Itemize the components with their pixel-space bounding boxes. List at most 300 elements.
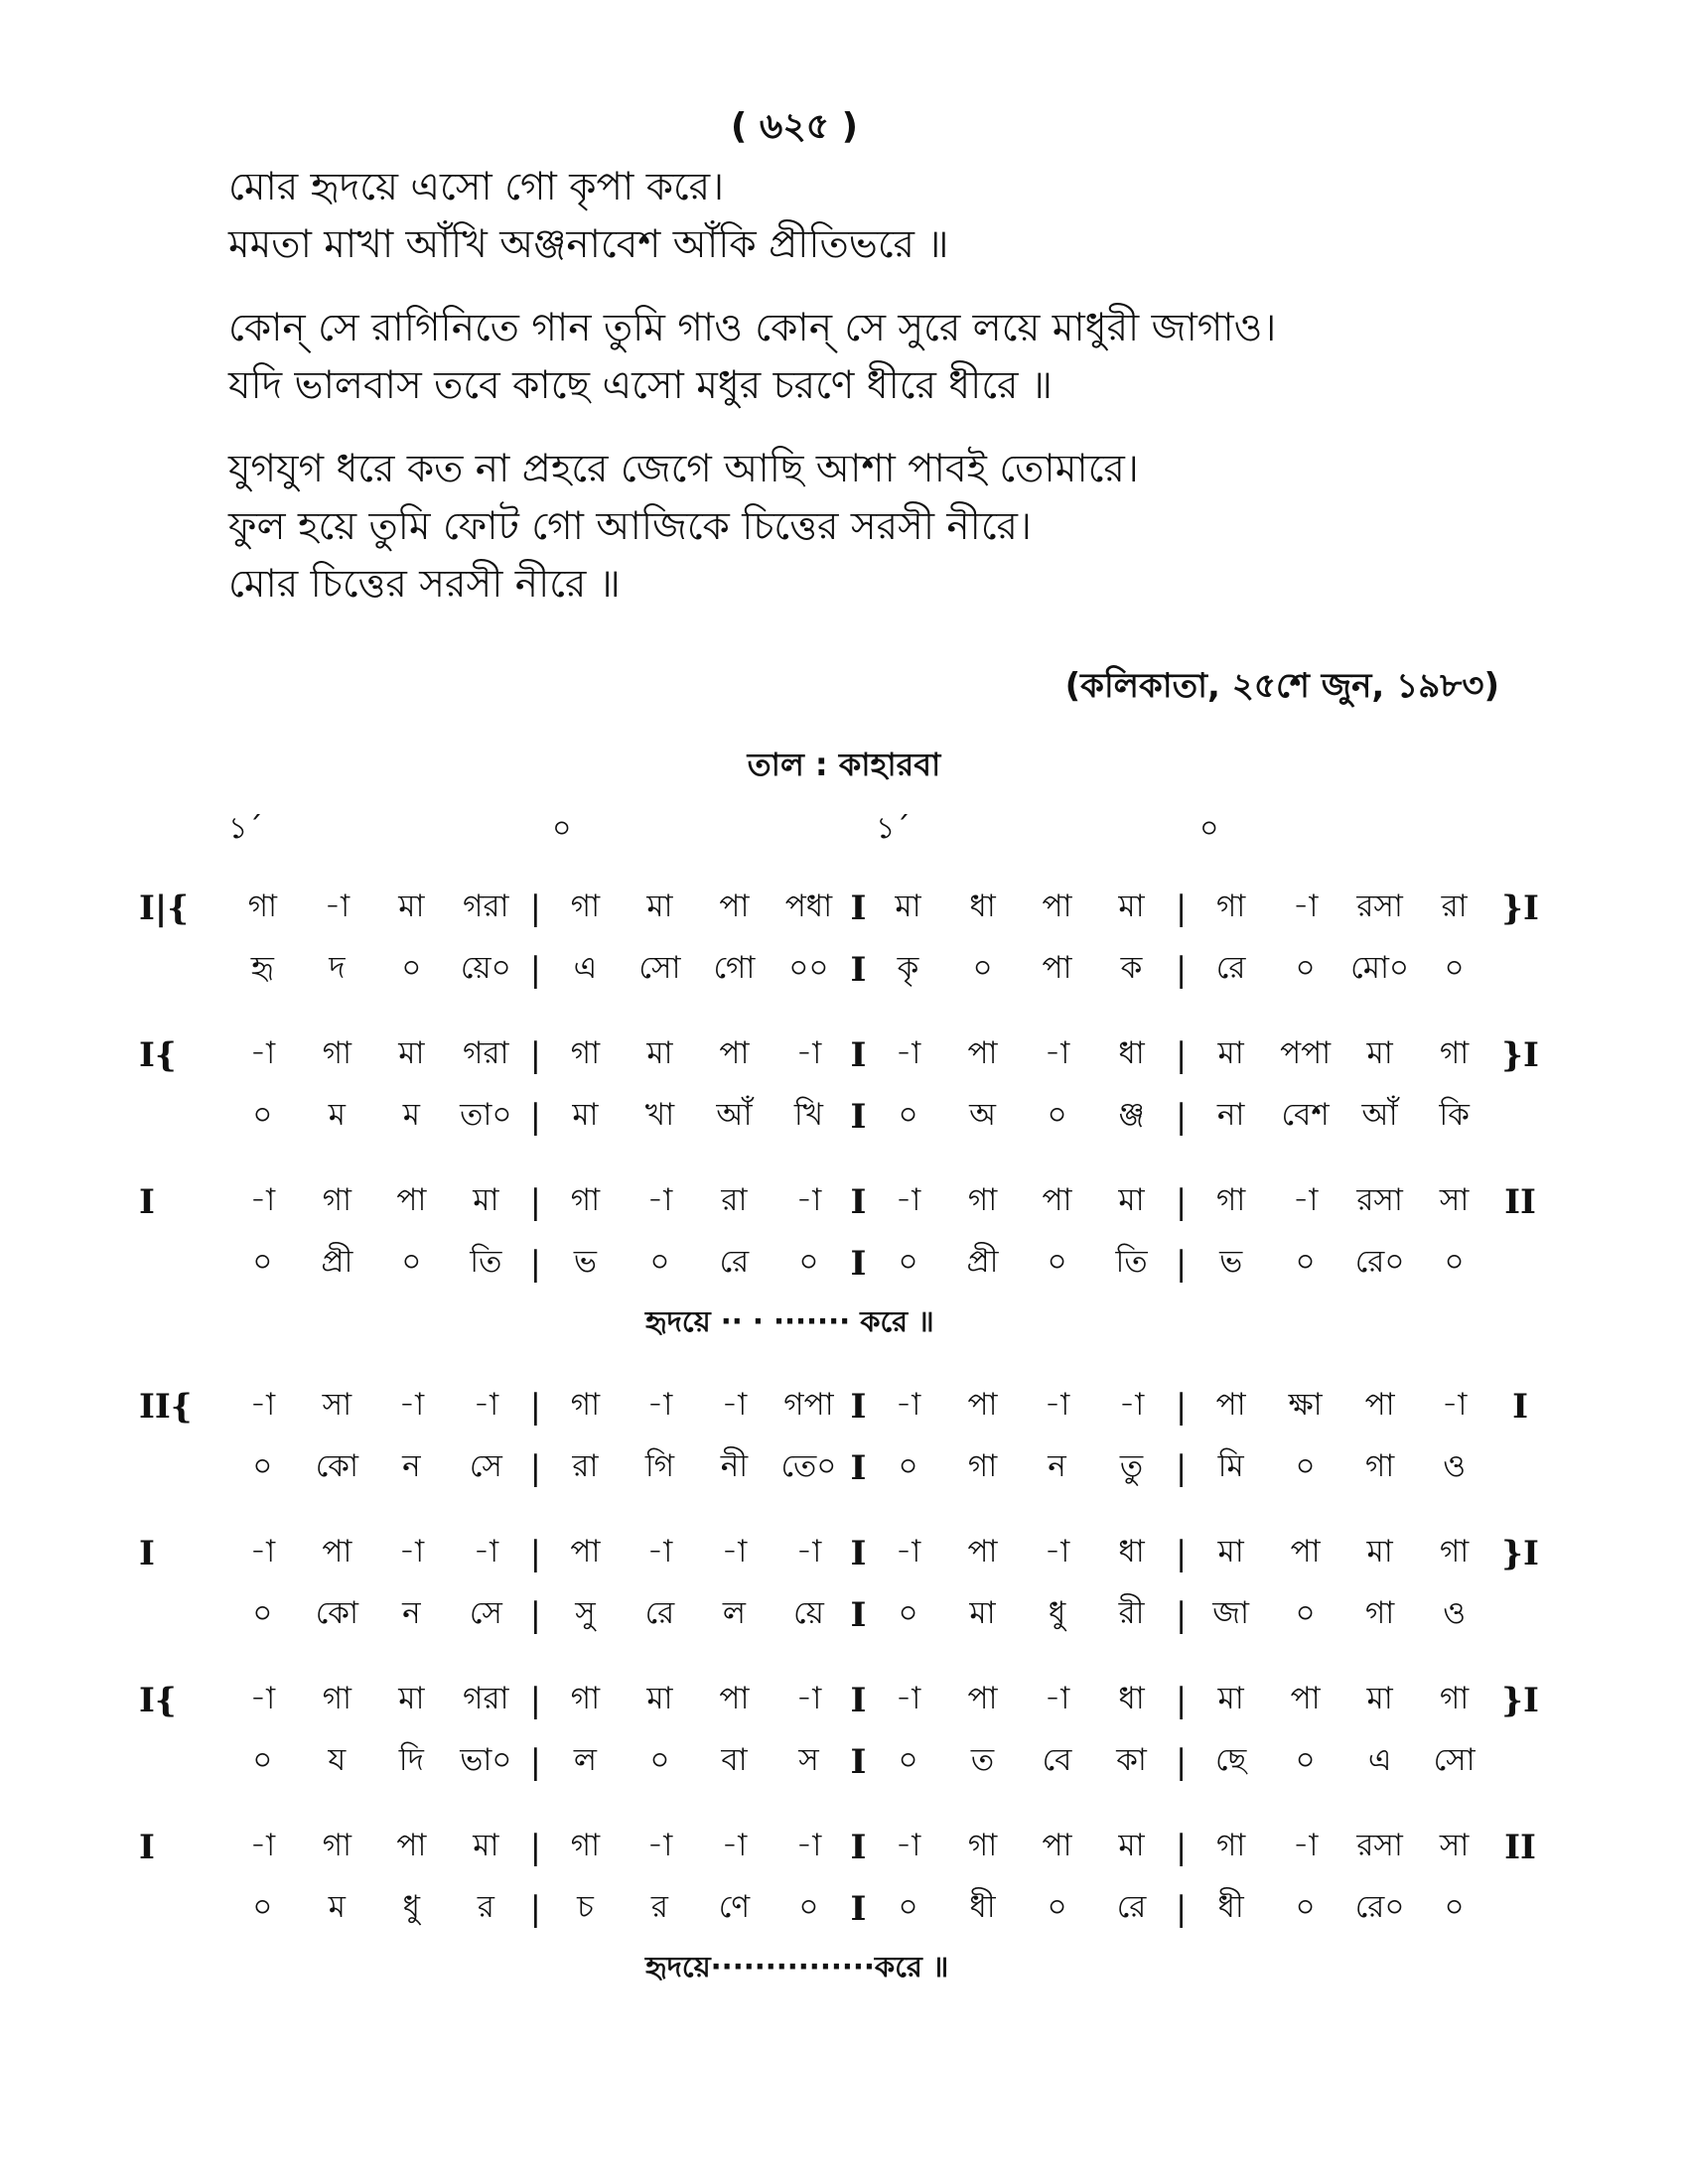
note: -া [895,1182,921,1218]
measure [548,1176,846,1228]
measure [225,1675,523,1726]
note: -া [646,1828,673,1863]
bar-start-sign: I [139,1534,155,1573]
syllable: ০ [252,1595,273,1631]
bar-separator: I [850,1448,867,1488]
syllable: ভা০ [460,1742,512,1778]
syllable: ০ [401,950,422,986]
bar-separator: | [529,1448,542,1488]
note: মা [1366,1534,1393,1570]
note: -া [721,1387,748,1423]
syllable-row [139,1731,1549,1793]
lyric-line: যদি ভালবাস তবে কাছে এসো মধুর চরণে ধীরে ধীরে ॥ [228,363,1053,408]
syllable: ০ [798,1244,819,1280]
note: মা [1366,1681,1393,1716]
bar-end-sign: }I [1501,1681,1539,1720]
syllable: অ [969,1097,996,1133]
note: পা [1290,1534,1321,1570]
note: গা [967,1828,998,1863]
note: -া [646,1182,673,1218]
note: গরা [463,888,509,924]
measure [1194,1883,1491,1935]
note: -া [646,1534,673,1570]
syllable: সু [575,1595,596,1631]
note: -া [795,1035,822,1071]
measure [1194,883,1491,934]
measure [871,1091,1169,1143]
note: মা [398,1035,425,1071]
note: মা [398,888,425,924]
note: -া [1044,1035,1070,1071]
note: ধা [1118,1534,1145,1570]
bar-separator: | [529,1889,542,1929]
note: গা [1215,888,1246,924]
note: গা [570,1035,601,1071]
syllable: গা [967,1448,998,1484]
note: -া [398,1387,425,1423]
note: সা [1439,1828,1470,1863]
syllable: ল [722,1595,746,1631]
bar-separator: I [850,1387,867,1427]
measure [1194,1822,1491,1873]
note: -া [249,1681,276,1716]
syllable: ০ [1444,1889,1465,1925]
note: ধা [1118,1035,1145,1071]
syllable: প্রী [321,1244,353,1280]
note: মা [1217,1035,1244,1071]
note: গরা [463,1681,509,1716]
syllable-row [139,1086,1549,1148]
syllable: ঞ্জ [1118,1097,1145,1133]
syllable: তি [470,1244,502,1280]
note: -া [1292,1182,1319,1218]
syllable: কা [1116,1742,1147,1778]
measure [548,1442,846,1494]
measure [871,1442,1169,1494]
syllable: রী [1118,1595,1145,1631]
syllable: ০ [1444,950,1465,986]
measure [225,1029,523,1081]
syllable: প্রী [966,1244,999,1280]
syllable: ০ [252,1742,273,1778]
note: মা [1118,1182,1145,1218]
syllable: তি [1115,1244,1148,1280]
syllable: ধু [1048,1595,1066,1631]
syllable: সো [638,950,681,986]
note: -া [249,1387,276,1423]
syllable: ০ [1295,1889,1316,1925]
syllable: ০ [898,1244,918,1280]
bar-separator: | [529,1681,542,1720]
syllable: বা [721,1742,748,1778]
note: পা [719,888,750,924]
note: মা [473,1182,499,1218]
bar-separator: | [1175,1244,1188,1284]
syllable: রে [1215,950,1246,986]
bar-separator: | [529,1035,542,1075]
syllable: ধু [402,1889,421,1925]
note: -া [1044,1387,1070,1423]
note: -া [324,888,351,924]
syllable: কি [1439,1097,1470,1133]
syllable: সে [469,1448,502,1484]
bar-separator: | [529,1097,542,1137]
bar-separator: I [850,1534,867,1573]
lyric-line: কোন্ সে রাগিনিতে গান তুমি গাও কোন্ সে সুরে লয়ে মাধুরী জাগাও। [228,306,1277,350]
note: পা [570,1534,601,1570]
measure [548,1238,846,1290]
syllable: চ [577,1889,594,1925]
bar-end-sign: II [1504,1828,1536,1867]
syllable: মা [572,1097,599,1133]
syllable: ০০ [788,950,829,986]
bar-separator: | [1175,1035,1188,1075]
note: রা [1441,888,1468,924]
syllable: ০ [1295,950,1316,986]
bar-separator: | [529,1595,542,1635]
syllable: রা [572,1448,599,1484]
note: গা [570,1681,601,1716]
bar-start-sign: I{ [139,1681,177,1720]
syllable: ম [328,1889,346,1925]
measure [871,1381,1169,1433]
syllable: ০ [1295,1244,1316,1280]
syllable: রে [719,1244,750,1280]
syllable: গি [644,1448,675,1484]
measure [1194,1589,1491,1641]
syllable: মো০ [1350,950,1410,986]
note: মা [1118,1828,1145,1863]
bar-separator: | [1175,1828,1188,1867]
syllable: আঁ [716,1097,753,1133]
syllable: ও [1443,1448,1467,1484]
syllable: ০ [1047,1889,1067,1925]
bar-separator: | [529,1244,542,1284]
note: -া [398,1534,425,1570]
note: পা [1042,888,1072,924]
measure [871,1176,1169,1228]
syllable: ০ [252,1097,273,1133]
note-row [139,878,1549,939]
note: -া [473,1534,499,1570]
syllable: ০ [1295,1448,1316,1484]
lyrics [228,159,1559,639]
bar-start-sign: I|{ [139,888,190,928]
syllable: য়ে [793,1595,824,1631]
syllable: না [1216,1097,1245,1133]
measure [871,1675,1169,1726]
measure [548,1675,846,1726]
note: পা [719,1035,750,1071]
syllable: ভ [1219,1244,1243,1280]
bar-start-sign: I [139,1182,155,1222]
note: গা [1215,1182,1246,1218]
syllable: স [798,1742,819,1778]
note: গরা [463,1035,509,1071]
note: মা [1217,1681,1244,1716]
note: গা [967,1182,998,1218]
measure [548,1822,846,1873]
note: পা [322,1534,352,1570]
note-row [139,1523,1549,1584]
stanza-1 [228,159,1559,274]
measure [1194,1675,1491,1726]
measure [1194,944,1491,996]
measure [871,1883,1169,1935]
note: সা [1439,1182,1470,1218]
syllable: গা [1364,1448,1395,1484]
bar-separator: I [850,888,867,928]
syllable: ল [573,1742,597,1778]
note: -া [1118,1387,1145,1423]
note: ধা [969,888,996,924]
syllable: ণে [718,1889,751,1925]
note: গা [570,1828,601,1863]
syllable: ও [1443,1595,1467,1631]
syllable: রে০ [1354,1244,1405,1280]
measure [871,883,1169,934]
note: পা [1042,1182,1072,1218]
syllable: এ [1367,1742,1392,1778]
syllable: ০ [898,1889,918,1925]
measure [871,1238,1169,1290]
note: -া [895,1534,921,1570]
syllable: খা [644,1097,675,1133]
measure [225,1883,523,1935]
note-row [139,1817,1549,1878]
refrain-line: হৃদয়ে ·· · ······· করে ॥ [645,1303,934,1338]
note: পা [1042,1828,1072,1863]
bar-separator: | [529,1387,542,1427]
measure [1194,1029,1491,1081]
measure [871,1822,1169,1873]
note: রসা [1356,888,1403,924]
note: -া [473,1387,499,1423]
note: পা [396,1182,427,1218]
refrain-line: হৃদয়ে···············করে ॥ [645,1949,949,1983]
note: মা [398,1681,425,1716]
measure [548,1381,846,1433]
measure [1194,1091,1491,1143]
note: ক্ষা [1288,1387,1323,1423]
measure [225,1176,523,1228]
beat-markers [139,804,1549,854]
syllable: সে [469,1595,502,1631]
bar-separator: I [850,1595,867,1635]
bar-separator: | [1175,1182,1188,1222]
note: গা [1439,1681,1470,1716]
note: মা [646,1035,673,1071]
bar-separator: I [850,1828,867,1867]
note: মা [1366,1035,1393,1071]
syllable: ন [402,1595,421,1631]
syllable: ০ [1047,1097,1067,1133]
measure [871,944,1169,996]
syllable-row [139,1584,1549,1646]
notation-block [139,1670,1549,1793]
note: রসা [1356,1182,1403,1218]
note: রা [721,1182,748,1218]
syllable: সো [1433,1742,1476,1778]
syllable: তে০ [780,1448,837,1484]
note: গা [322,1828,352,1863]
bar-separator: | [1175,1889,1188,1929]
bar-start-sign: I{ [139,1035,177,1075]
composition-note: (কলিকাতা, ২৫শে জুন, ১৯৮৩) [1064,666,1499,706]
note-row [139,1670,1549,1731]
syllable: বেশ [1281,1097,1330,1133]
syllable: রে০ [1354,1889,1405,1925]
note: -া [795,1534,822,1570]
note-row [139,1376,1549,1437]
bar-start-sign: II{ [139,1387,193,1427]
lyric-line: মমতা মাখা আঁখি অঞ্জনাবেশ আঁকি প্রীতিভরে ॥ [228,222,949,267]
syllable: মি [1217,1448,1244,1484]
note: গা [1215,1828,1246,1863]
note: গা [322,1035,352,1071]
lyric-line: ফুল হয়ে তুমি ফোট গো আজিকে চিত্তের সরসী নীরে। [228,504,1032,549]
syllable: ০ [1295,1595,1316,1631]
note: -া [795,1828,822,1863]
syllable: ০ [252,1244,273,1280]
syllable: নী [720,1448,749,1484]
syllable: ০ [252,1448,273,1484]
note: পা [396,1828,427,1863]
syllable: রে [644,1595,675,1631]
beat-marker: ১´ [876,811,911,846]
measure [225,1822,523,1873]
measure [225,1381,523,1433]
measure [871,1589,1169,1641]
note: পা [967,1681,998,1716]
note: মা [1118,888,1145,924]
note: পা [967,1035,998,1071]
note: মা [895,888,921,924]
measure [225,1528,523,1579]
note: -া [1044,1681,1070,1716]
note: -া [795,1182,822,1218]
note: পা [1290,1681,1321,1716]
note: গা [247,888,277,924]
note: মা [646,888,673,924]
bar-separator: | [1175,1448,1188,1488]
bar-separator: | [529,1828,542,1867]
note: পা [1364,1387,1395,1423]
syllable: ০ [649,1742,670,1778]
note: -া [249,1534,276,1570]
stanza-3 [228,441,1559,614]
syllable: ০ [1444,1244,1465,1280]
note: পা [967,1387,998,1423]
syllable: ০ [798,1889,819,1925]
bar-separator: I [850,950,867,990]
bar-separator: | [1175,1742,1188,1782]
measure [1194,1238,1491,1290]
bar-separator: | [1175,1595,1188,1635]
note: -া [721,1828,748,1863]
syllable: ০ [1295,1742,1316,1778]
beat-marker: ০ [552,811,572,846]
syllable: ০ [401,1244,422,1280]
measure [225,944,523,996]
bar-end-sign: }I [1501,1534,1539,1573]
measure [548,1029,846,1081]
syllable: য [328,1742,347,1778]
measure [225,1238,523,1290]
syllable: ০ [898,1448,918,1484]
bar-separator: I [850,1097,867,1137]
note: -া [646,1387,673,1423]
syllable: পা [1042,950,1072,986]
syllable: গো [713,950,756,986]
note: -া [1292,1828,1319,1863]
measure [225,1091,523,1143]
note: -া [1044,1534,1070,1570]
note: গপা [783,1387,834,1423]
measure [225,883,523,934]
syllable: ০ [898,1595,918,1631]
syllable: ধী [1217,1889,1244,1925]
syllable: ভ [573,1244,597,1280]
measure [1194,1528,1491,1579]
syllable: এ [573,950,598,986]
note: পা [719,1681,750,1716]
notation [139,804,1549,1997]
measure [871,1029,1169,1081]
beat-marker: ০ [1199,811,1219,846]
syllable: রে [1116,1889,1147,1925]
measure [225,1736,523,1788]
bar-separator: | [1175,1534,1188,1573]
bar-end-sign: }I [1501,1035,1539,1075]
syllable: ন [1048,1448,1066,1484]
measure [871,1528,1169,1579]
syllable: গা [1364,1595,1395,1631]
note: গা [322,1182,352,1218]
syllable: দি [398,1742,424,1778]
measure [548,1736,846,1788]
syllable: ০ [972,950,993,986]
note: -া [249,1828,276,1863]
bar-end-sign: II [1504,1182,1536,1222]
measure [548,944,846,996]
bar-separator: I [850,1182,867,1222]
syllable: আঁ [1361,1097,1398,1133]
measure [225,1442,523,1494]
bar-separator: | [1175,1387,1188,1427]
syllable: ০ [649,1244,670,1280]
syllable: খি [793,1097,824,1133]
note: -া [1441,1387,1468,1423]
measure [548,1528,846,1579]
page-number: ( ৬২৫ ) [730,106,859,147]
notation-block [139,1817,1549,1940]
syllable: কো [315,1595,358,1631]
syllable: ম [402,1097,420,1133]
notation-block [139,1376,1549,1499]
bar-start-sign: I [139,1828,155,1867]
bar-separator: I [850,1035,867,1075]
bar-separator: | [529,1742,542,1782]
bar-separator: | [529,888,542,928]
syllable: ০ [252,1889,273,1925]
note: -া [895,1035,921,1071]
syllable-row [139,1437,1549,1499]
notation-block [139,1171,1549,1295]
syllable: জা [1212,1595,1249,1631]
note: মা [473,1828,499,1863]
note: -া [721,1534,748,1570]
